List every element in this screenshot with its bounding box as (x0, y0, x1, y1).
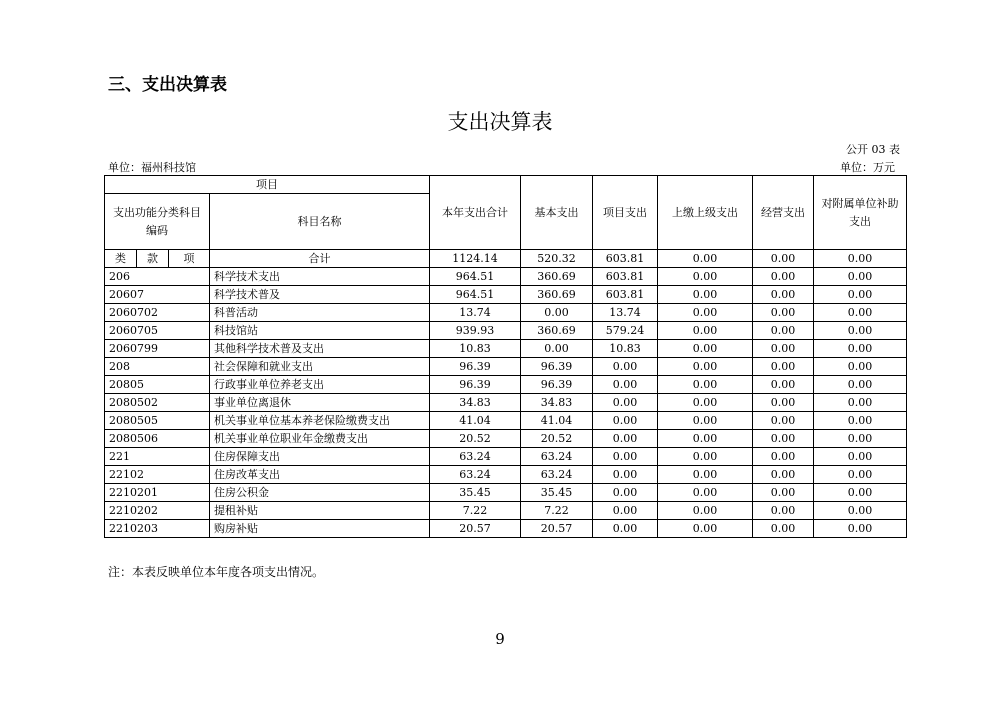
row-upper: 0.00 (658, 466, 753, 484)
row-subject-name: 住房改革支出 (210, 466, 430, 484)
row-basic: 0.00 (521, 304, 593, 322)
row-basic: 360.69 (521, 268, 593, 286)
row-subject-name: 行政事业单位养老支出 (210, 376, 430, 394)
row-total: 7.22 (430, 502, 521, 520)
row-subsidiary: 0.00 (814, 358, 907, 376)
row-total: 34.83 (430, 394, 521, 412)
header-xiang: 项 (169, 250, 210, 268)
row-business: 0.00 (753, 502, 814, 520)
header-kuan: 款 (137, 250, 169, 268)
row-subject-name: 科学技术普及 (210, 286, 430, 304)
header-func-code: 支出功能分类科目编码 (105, 194, 210, 250)
row-code: 22102 (105, 466, 210, 484)
row-total: 63.24 (430, 448, 521, 466)
unit-organization: 单位：福州科技馆 (108, 161, 196, 174)
row-subject-name: 科技馆站 (210, 322, 430, 340)
row-business: 0.00 (753, 430, 814, 448)
row-subject-name: 社会保障和就业支出 (210, 358, 430, 376)
table-row (105, 340, 907, 358)
header-business: 经营支出 (753, 176, 814, 250)
row-upper: 0.00 (658, 376, 753, 394)
row-upper: 0.00 (658, 394, 753, 412)
row-subsidiary: 0.00 (814, 502, 907, 520)
row-business: 0.00 (753, 304, 814, 322)
table-row (105, 502, 907, 520)
row-business: 0.00 (753, 268, 814, 286)
row-business: 0.00 (753, 484, 814, 502)
row-basic: 41.04 (521, 412, 593, 430)
row-basic: 360.69 (521, 322, 593, 340)
row-subsidiary: 0.00 (814, 448, 907, 466)
table-row (105, 394, 907, 412)
row-upper: 0.00 (658, 448, 753, 466)
header-subsidiary: 对附属单位补助支出 (814, 176, 907, 250)
row-basic: 96.39 (521, 376, 593, 394)
row-project: 0.00 (593, 358, 658, 376)
row-business: 0.00 (753, 340, 814, 358)
total-project: 603.81 (593, 250, 658, 268)
row-project: 0.00 (593, 376, 658, 394)
row-code: 2210201 (105, 484, 210, 502)
row-upper: 0.00 (658, 502, 753, 520)
row-subject-name: 事业单位离退休 (210, 394, 430, 412)
header-project: 项目支出 (593, 176, 658, 250)
row-total: 96.39 (430, 376, 521, 394)
row-project: 603.81 (593, 286, 658, 304)
row-subsidiary: 0.00 (814, 484, 907, 502)
unit-currency: 单位：万元 (840, 161, 895, 174)
row-basic: 63.24 (521, 448, 593, 466)
row-subject-name: 提租补贴 (210, 502, 430, 520)
total-row (105, 250, 907, 268)
row-total: 20.52 (430, 430, 521, 448)
table-row (105, 358, 907, 376)
row-project: 579.24 (593, 322, 658, 340)
row-upper: 0.00 (658, 430, 753, 448)
form-code: 公开 03 表 (846, 143, 900, 156)
row-subsidiary: 0.00 (814, 466, 907, 484)
section-title: 三、支出决算表 (108, 75, 227, 95)
row-project: 0.00 (593, 448, 658, 466)
row-code: 2060705 (105, 322, 210, 340)
row-business: 0.00 (753, 466, 814, 484)
row-business: 0.00 (753, 322, 814, 340)
row-total: 20.57 (430, 520, 521, 538)
total-subsidiary: 0.00 (814, 250, 907, 268)
row-subsidiary: 0.00 (814, 430, 907, 448)
table-row (105, 448, 907, 466)
row-subsidiary: 0.00 (814, 394, 907, 412)
row-project: 603.81 (593, 268, 658, 286)
total-label: 合计 (210, 250, 430, 268)
header-lei: 类 (105, 250, 137, 268)
row-code: 206 (105, 268, 210, 286)
row-business: 0.00 (753, 448, 814, 466)
row-basic: 7.22 (521, 502, 593, 520)
row-code: 20607 (105, 286, 210, 304)
row-total: 41.04 (430, 412, 521, 430)
row-upper: 0.00 (658, 358, 753, 376)
row-code: 221 (105, 448, 210, 466)
row-basic: 360.69 (521, 286, 593, 304)
row-basic: 63.24 (521, 466, 593, 484)
row-code: 2080506 (105, 430, 210, 448)
row-upper: 0.00 (658, 520, 753, 538)
table-row (105, 286, 907, 304)
header-basic: 基本支出 (521, 176, 593, 250)
row-subsidiary: 0.00 (814, 304, 907, 322)
row-project: 0.00 (593, 484, 658, 502)
row-upper: 0.00 (658, 412, 753, 430)
row-code: 2210202 (105, 502, 210, 520)
total-total: 1124.14 (430, 250, 521, 268)
row-code: 2080505 (105, 412, 210, 430)
header-row-1 (105, 176, 907, 194)
row-subject-name: 科学技术支出 (210, 268, 430, 286)
table-row (105, 430, 907, 448)
row-business: 0.00 (753, 376, 814, 394)
row-project: 0.00 (593, 412, 658, 430)
row-project: 0.00 (593, 520, 658, 538)
row-subject-name: 住房公积金 (210, 484, 430, 502)
table-row (105, 466, 907, 484)
row-project: 13.74 (593, 304, 658, 322)
row-project: 0.00 (593, 466, 658, 484)
row-subject-name: 机关事业单位基本养老保险缴费支出 (210, 412, 430, 430)
row-basic: 20.57 (521, 520, 593, 538)
row-code: 20805 (105, 376, 210, 394)
row-project: 0.00 (593, 430, 658, 448)
total-upper: 0.00 (658, 250, 753, 268)
total-business: 0.00 (753, 250, 814, 268)
row-upper: 0.00 (658, 484, 753, 502)
page-number: 9 (495, 630, 505, 648)
row-project: 0.00 (593, 394, 658, 412)
row-subsidiary: 0.00 (814, 322, 907, 340)
row-subject-name: 其他科学技术普及支出 (210, 340, 430, 358)
row-code: 2080502 (105, 394, 210, 412)
row-total: 964.51 (430, 286, 521, 304)
row-subsidiary: 0.00 (814, 520, 907, 538)
row-basic: 34.83 (521, 394, 593, 412)
row-subject-name: 购房补贴 (210, 520, 430, 538)
table-row (105, 412, 907, 430)
row-business: 0.00 (753, 286, 814, 304)
table-row (105, 520, 907, 538)
row-total: 96.39 (430, 358, 521, 376)
row-code: 2060702 (105, 304, 210, 322)
header-total: 本年支出合计 (430, 176, 521, 250)
row-upper: 0.00 (658, 304, 753, 322)
table-title: 支出决算表 (447, 110, 553, 134)
row-subject-name: 科普活动 (210, 304, 430, 322)
table-row (105, 484, 907, 502)
header-upper: 上缴上级支出 (658, 176, 753, 250)
row-upper: 0.00 (658, 322, 753, 340)
row-total: 63.24 (430, 466, 521, 484)
row-business: 0.00 (753, 358, 814, 376)
row-project: 0.00 (593, 502, 658, 520)
row-total: 964.51 (430, 268, 521, 286)
row-total: 939.93 (430, 322, 521, 340)
table-row (105, 376, 907, 394)
row-business: 0.00 (753, 520, 814, 538)
total-basic: 520.32 (521, 250, 593, 268)
row-total: 10.83 (430, 340, 521, 358)
row-subsidiary: 0.00 (814, 376, 907, 394)
row-total: 35.45 (430, 484, 521, 502)
table-row (105, 304, 907, 322)
row-project: 10.83 (593, 340, 658, 358)
row-subsidiary: 0.00 (814, 268, 907, 286)
expenditure-table (104, 175, 907, 538)
table-row (105, 322, 907, 340)
row-basic: 20.52 (521, 430, 593, 448)
row-code: 2060799 (105, 340, 210, 358)
row-basic: 0.00 (521, 340, 593, 358)
row-upper: 0.00 (658, 286, 753, 304)
row-code: 2210203 (105, 520, 210, 538)
row-subsidiary: 0.00 (814, 340, 907, 358)
header-item: 项目 (105, 176, 430, 194)
table-note: 注：本表反映单位本年度各项支出情况。 (108, 565, 325, 579)
table-row (105, 268, 907, 286)
row-upper: 0.00 (658, 268, 753, 286)
row-subsidiary: 0.00 (814, 286, 907, 304)
header-subject-name: 科目名称 (210, 194, 430, 250)
row-code: 208 (105, 358, 210, 376)
row-business: 0.00 (753, 394, 814, 412)
row-upper: 0.00 (658, 340, 753, 358)
row-business: 0.00 (753, 412, 814, 430)
row-subsidiary: 0.00 (814, 412, 907, 430)
row-basic: 96.39 (521, 358, 593, 376)
row-total: 13.74 (430, 304, 521, 322)
row-subject-name: 机关事业单位职业年金缴费支出 (210, 430, 430, 448)
row-subject-name: 住房保障支出 (210, 448, 430, 466)
row-basic: 35.45 (521, 484, 593, 502)
